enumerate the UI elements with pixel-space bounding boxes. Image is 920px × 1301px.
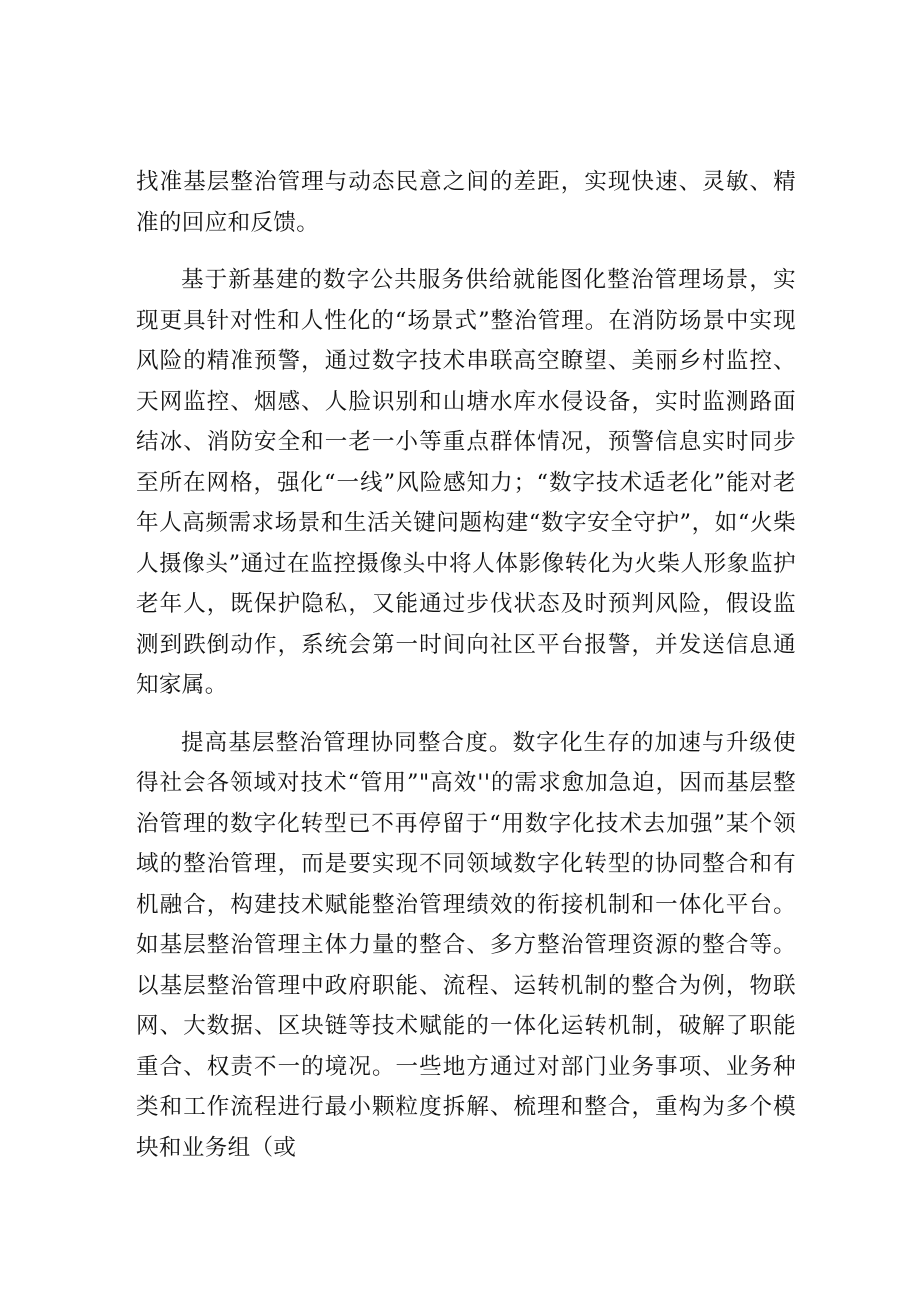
paragraph-collaborative-integration: 提高基层整治管理协同整合度。数字化生存的加速与升级使得社会各领域对技术“管用”"高效''的需求愈加急迫，因而基层整治管理的数字化转型已不再停留于“用数字化技术去加强”某个领域的整治管理，而是要实现不同领域数字化转型的协同整合和有机融合，构建技术赋能整治管理绩效的衔接机制和一体化平台。如基层整治管理主体力量的整合、多方整治管理资源的整合等。以基层整治管理中政府职能、流程、运转机制的整合为例，物联网、大数据、区块链等技术赋能的一体化运转机制，破解了职能重合、权责不一的境况。一些地方通过对部门业务事项、业务种类和工作流程进行最小颗粒度拆解、梳理和整合，重构为多个模块和业务组（或: [136, 729, 796, 1161]
document-body: [136, 162, 796, 1168]
paragraph-scenario-governance: 基于新基建的数字公共服务供给就能图化整治管理场景，实现更具针对性和人性化的“场景式”整治管理。在消防场景中实现风险的精准预警，通过数字技术串联高空瞭望、美丽乡村监控、天网监控、烟感、人脸识别和山塘水库水侵设备，实时监测路面结冰、消防安全和一老一小等重点群体情况，预警信息实时同步至所在网格，强化“一线”风险感知力；“数字技术适老化”能对老年人高频需求场景和生活关键问题构建“数字安全守护”，如“火柴人摄像头”通过在监控摄像头中将人体影像转化为火柴人形象监护老年人，既保护隐私，又能通过步伐状态及时预判风险，假设监测到跌倒动作，系统会第一时间向社区平台报警，并发送信息通知家属。: [136, 267, 796, 698]
paragraph-continuation: 找准基层整治管理与动态民意之间的差距，实现快速、灵敏、精准的回应和反馈。: [136, 169, 796, 236]
